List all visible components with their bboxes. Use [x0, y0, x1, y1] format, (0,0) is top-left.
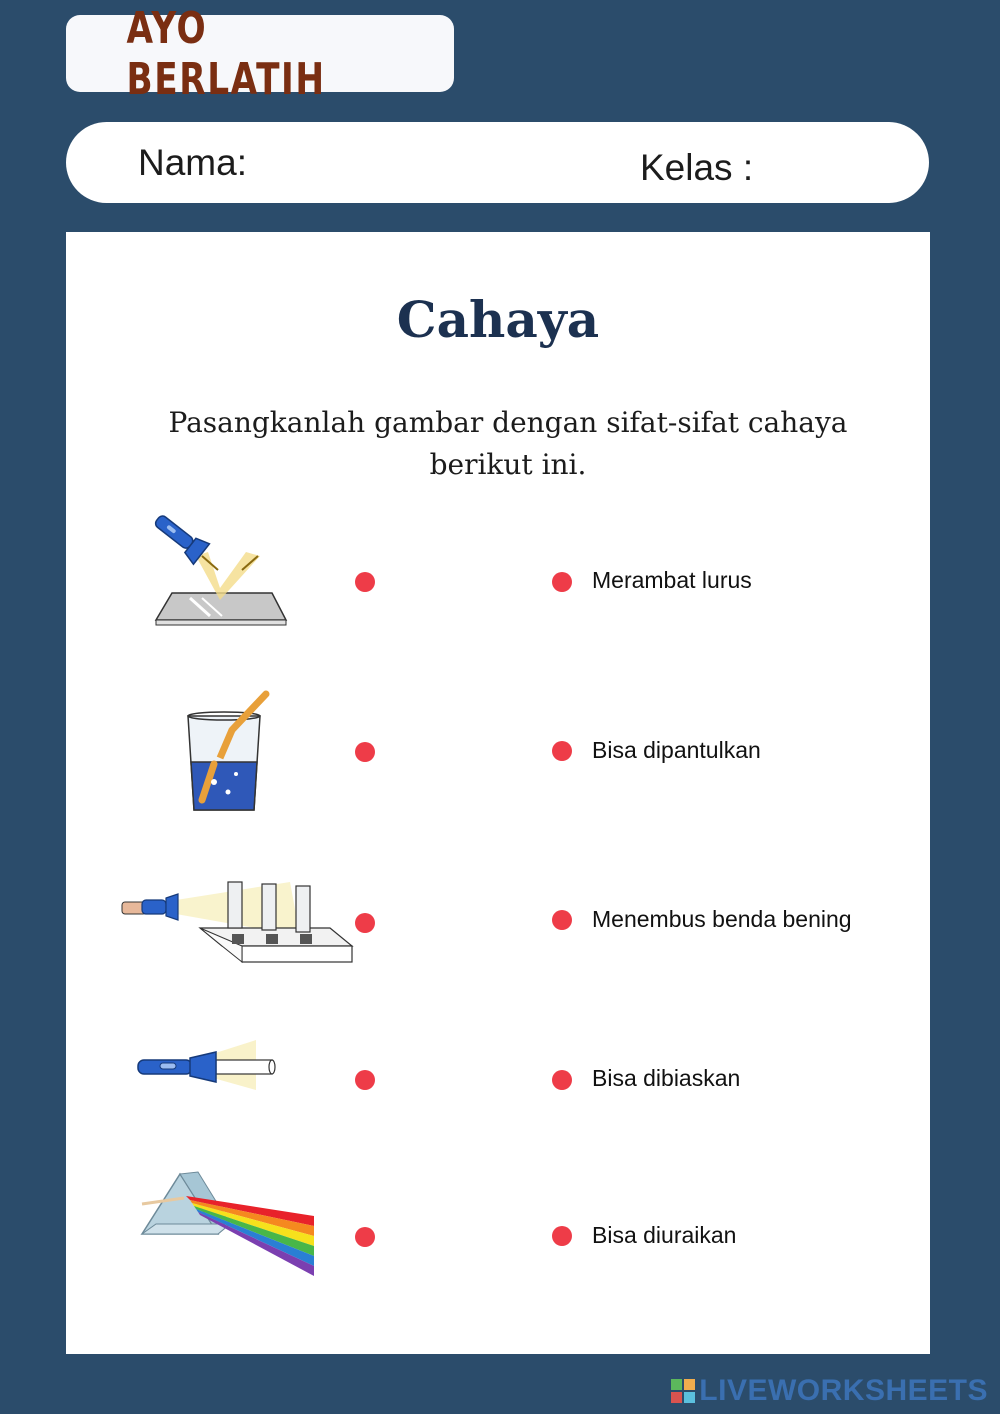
instruction-text: Pasangkanlah gambar dengan sifat-sifat cahaya berikut ini. [168, 406, 848, 481]
match-right-dot-3[interactable] [552, 910, 572, 930]
student-info-bar [66, 122, 929, 203]
match-left-dot-1[interactable] [355, 572, 375, 592]
match-left-dot-4[interactable] [355, 1070, 375, 1090]
liveworksheets-grid-icon [671, 1379, 695, 1403]
match-right-dot-1[interactable] [552, 572, 572, 592]
answer-option-5: Bisa diuraikan [592, 1222, 737, 1248]
page-title: Cahaya [396, 290, 600, 349]
worksheet-card [66, 232, 930, 1354]
straw-in-water-glass-icon [184, 688, 274, 814]
match-left-dot-5[interactable] [355, 1227, 375, 1247]
flashlight-reflection-mirror-icon [150, 508, 290, 626]
match-right-dot-4[interactable] [552, 1070, 572, 1090]
name-label: Nama: [138, 142, 247, 183]
answer-option-1: Merambat lurus [592, 567, 752, 593]
title-box [66, 2, 454, 105]
answer-option-3: Menembus benda bening [592, 906, 852, 932]
match-right-dot-2[interactable] [552, 741, 572, 761]
class-label: Kelas : [640, 147, 754, 188]
prism-rainbow-icon [138, 1170, 322, 1278]
answer-option-2: Bisa dipantulkan [592, 737, 761, 763]
brand-name: LIVEWORKSHEETS [699, 1374, 988, 1407]
match-left-dot-3[interactable] [355, 913, 375, 933]
worksheet-title-banner: AYO BERLATIH [126, 2, 326, 105]
liveworksheets-logo [671, 1374, 988, 1408]
flashlight-through-tube-icon [136, 1038, 278, 1094]
answer-option-4: Bisa dibiaskan [592, 1065, 741, 1091]
match-left-dot-2[interactable] [355, 742, 375, 762]
match-right-dot-5[interactable] [552, 1226, 572, 1246]
light-through-cards-icon [120, 880, 354, 966]
